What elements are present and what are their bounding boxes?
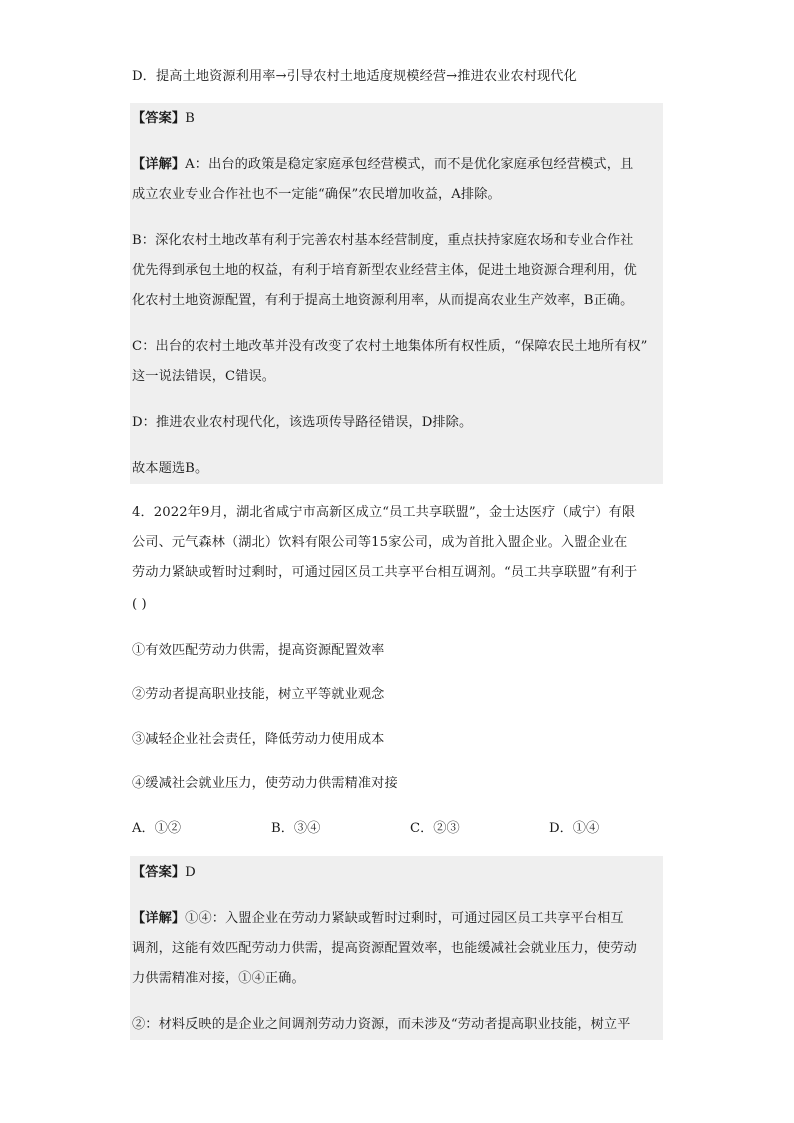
q3-detail-a-line1: [132, 154, 633, 176]
q4-detail-2-line1: ②：材料反映的是企业之间调剂劳动力资源，而未涉及“劳动者提高职业技能，树立平: [132, 1017, 631, 1032]
q3-detail-b-line3: 化农村土地资源配置，有利于提高土地资源利用率，从而提高农业生产效率，B正确。: [132, 293, 634, 308]
q4-stem-line1: 4．2022年9月，湖北省咸宁市高新区成立“员工共享联盟”，金士达医疗（咸宁）有限: [132, 505, 636, 520]
q4-choice-d: D．①④: [549, 821, 600, 836]
answer-value: D: [185, 865, 196, 880]
q3-conclusion: 故本题选B。: [132, 461, 209, 476]
answer-value: B: [185, 111, 195, 126]
q3-detail-a-line2: 成立农业专业合作社也不一定能“确保”农民增加收益，A排除。: [132, 187, 501, 202]
q4-detail-14-line2: 调剂，这能有效匹配劳动力供需，提高资源配置效率，也能缓减社会就业压力，使劳动: [132, 941, 637, 956]
q4-item-1: ①有效匹配劳动力供需，提高资源配置效率: [132, 643, 385, 658]
q3-detail-c-line2: 这一说法错误，C错误。: [132, 369, 276, 384]
detail-text: ①④：入盟企业在劳动力紧缺或暂时过剩时，可通过园区员工共享平台相互: [185, 911, 624, 926]
q3-detail-c-line1: C：出台的农村土地改革并没有改变了农村土地集体所有权性质，“保障农民土地所有权”: [132, 339, 648, 354]
q4-detail-14-line3: 力供需精准对接，①④正确。: [132, 971, 305, 986]
q4-choice-b: B．③④: [271, 821, 321, 836]
q4-detail-14-line1: [132, 908, 624, 930]
q4-choice-a: A．①②: [132, 821, 182, 836]
q4-stem-line2: 公司、元气森林（湖北）饮料有限公司等15家公司，成为首批入盟企业。入盟企业在: [132, 535, 628, 550]
answer-label: 【答案】: [132, 111, 186, 126]
q3-detail-b-line2: 优先得到承包土地的权益，有利于培育新型农业经营主体，促进土地资源合理利用，优: [132, 263, 637, 278]
q4-item-2: ②劳动者提高职业技能，树立平等就业观念: [132, 687, 385, 702]
q3-detail-d-line1: D：推进农业农村现代化，该选项传导路径错误，D排除。: [132, 415, 473, 430]
q3-detail-b-line1: B：深化农村土地改革有利于完善农村基本经营制度，重点扶持家庭农场和专业合作社: [132, 233, 634, 248]
q4-answer: [132, 862, 196, 884]
q4-stem-line4: ( ): [132, 597, 147, 612]
detail-text: A：出台的政策是稳定家庭承包经营模式，而不是优化家庭承包经营模式，且: [185, 157, 634, 172]
q4-item-4: ④缓减社会就业压力，使劳动力供需精准对接: [132, 776, 398, 791]
q4-stem-line3: 劳动力紧缺或暂时过剩时，可通过园区员工共享平台相互调剂。“员工共享联盟”有利于: [132, 565, 638, 580]
q3-answer: [132, 108, 195, 130]
q4-choice-c: C．②③: [410, 821, 460, 836]
q3-option-d: D．提高土地资源利用率→引导农村土地适度规模经营→推进农业农村现代化: [132, 69, 577, 84]
detail-label: 【详解】: [132, 157, 186, 172]
q4-item-3: ③减轻企业社会责任，降低劳动力使用成本: [132, 732, 385, 747]
detail-label: 【详解】: [132, 911, 186, 926]
answer-label: 【答案】: [132, 865, 186, 880]
